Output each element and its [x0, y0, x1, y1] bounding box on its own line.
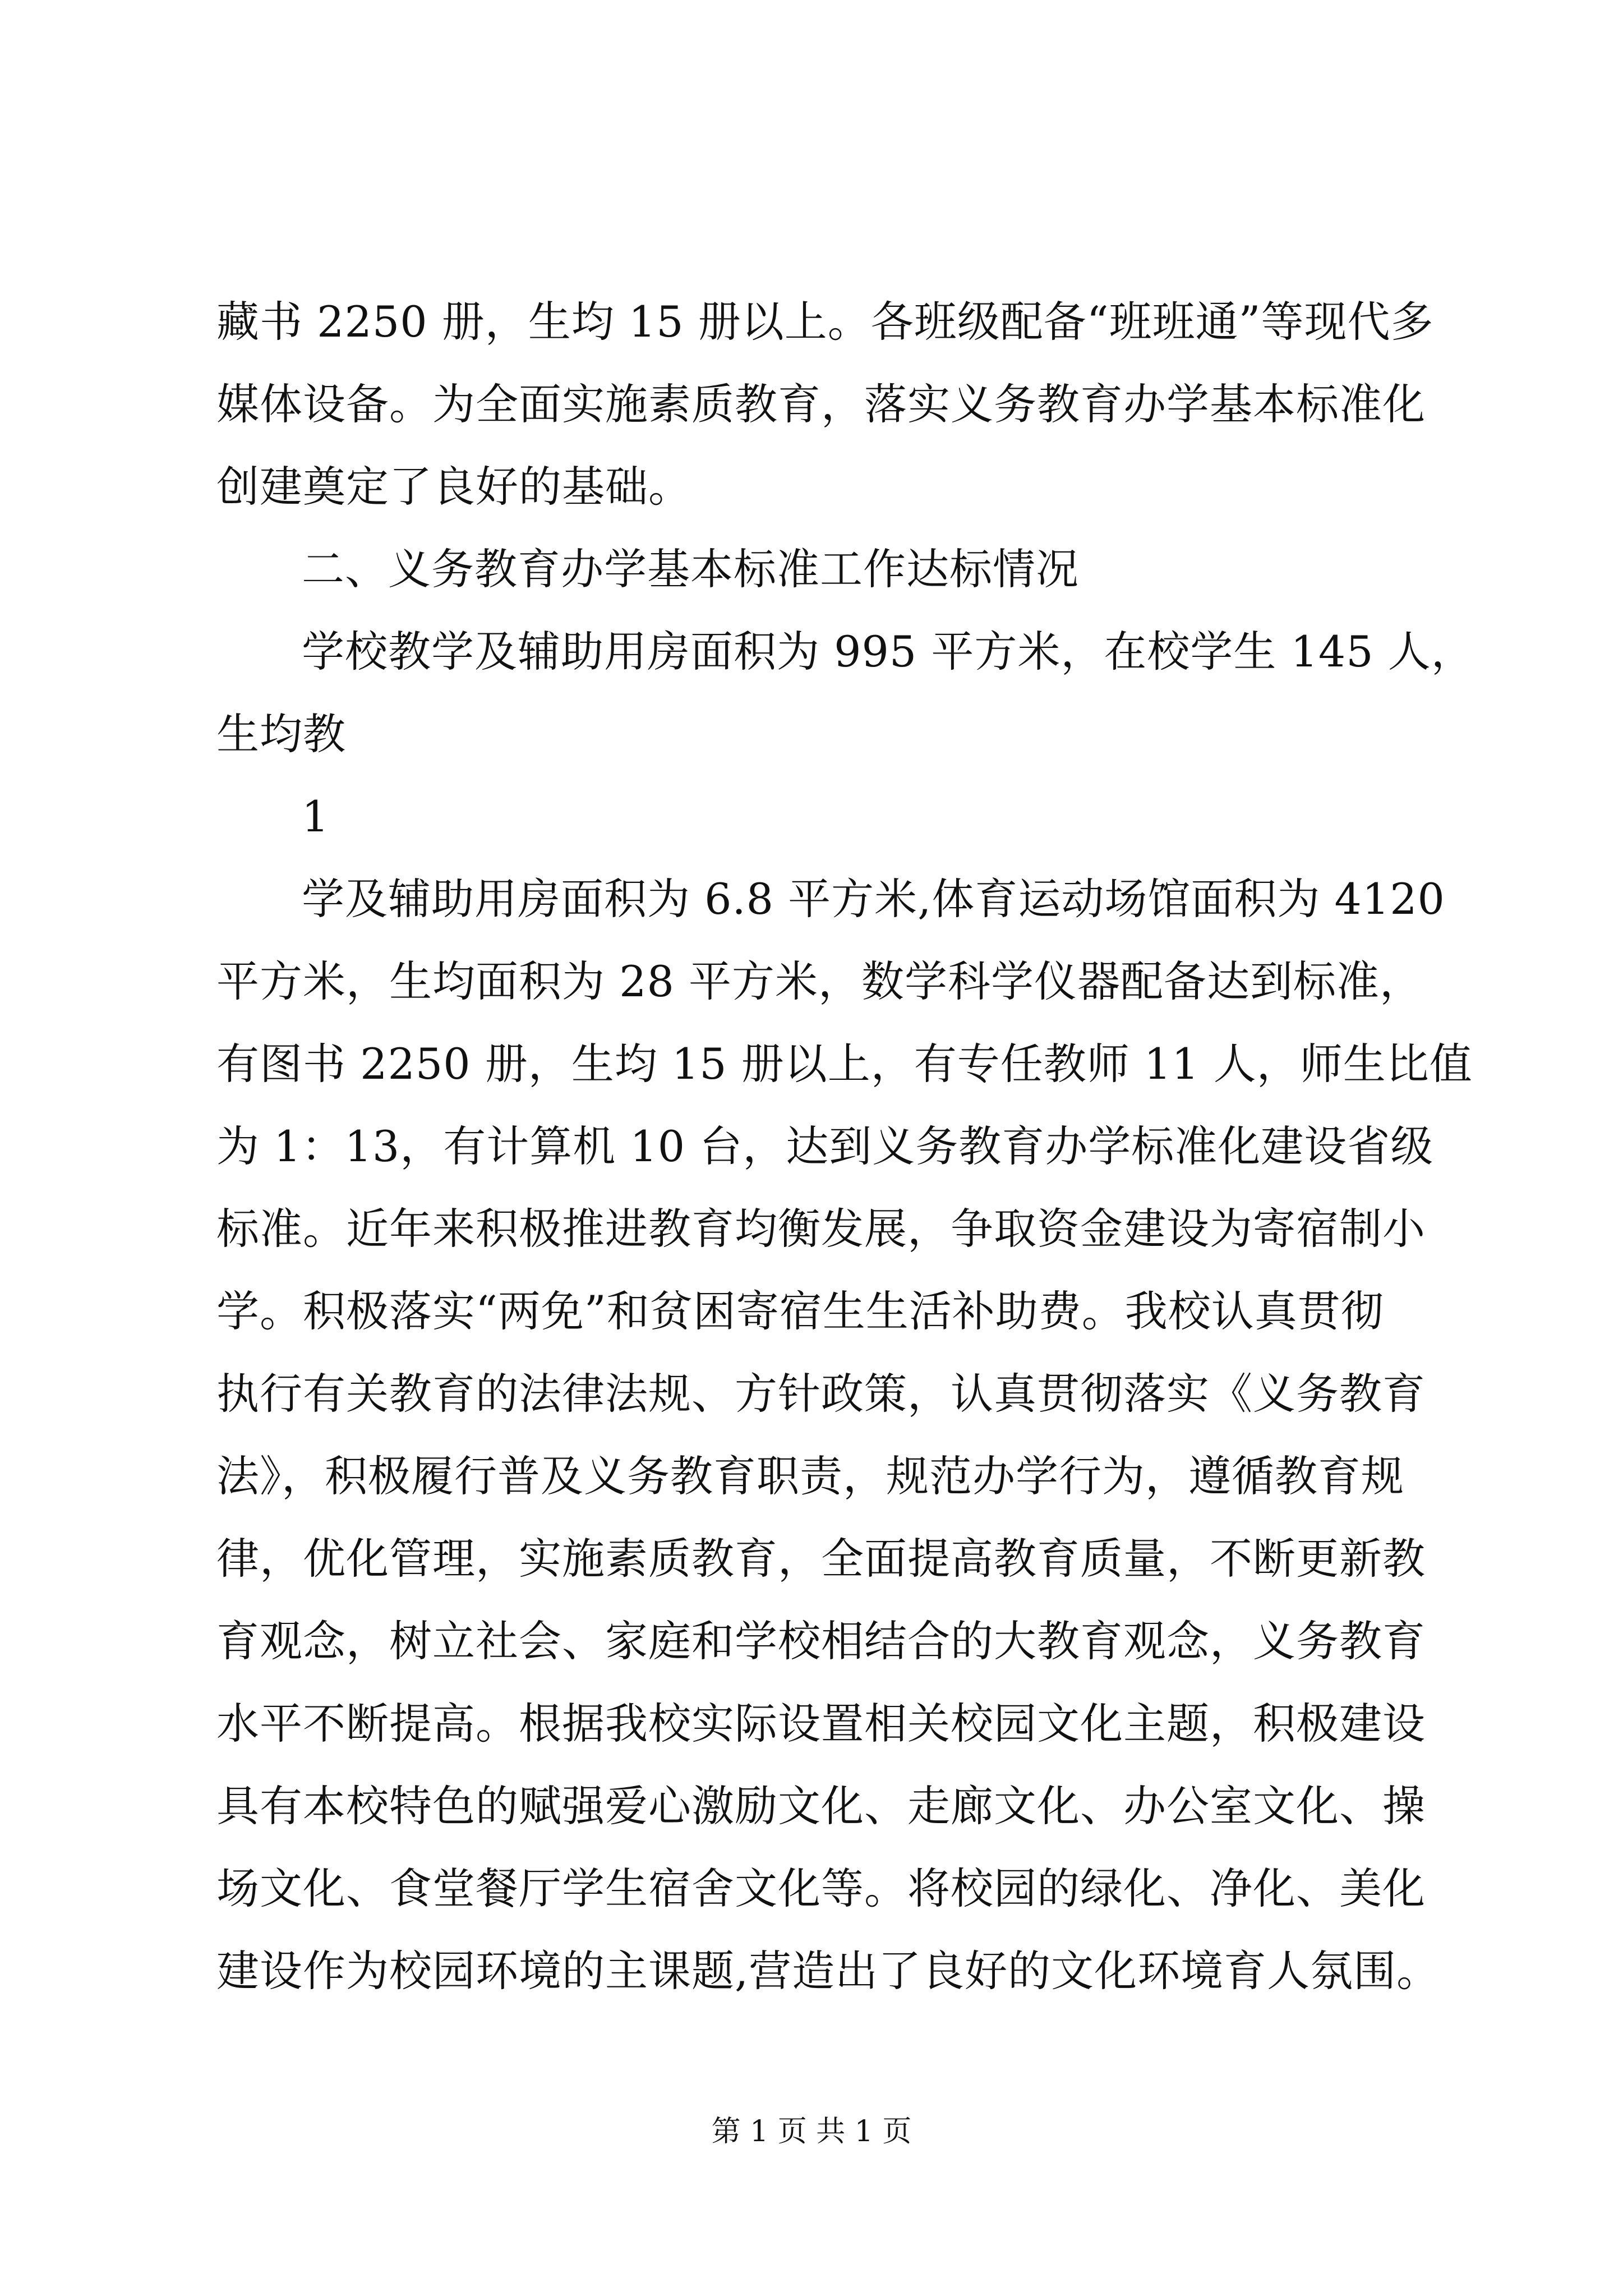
text-line: 具有本校特色的赋强爱心激励文化、走廊文化、办公室文化、操: [216, 1781, 1426, 1831]
document-body: [216, 280, 1474, 2012]
text-line: 标准。近年来积极推进教育均衡发展，争取资金建设为寄宿制小: [216, 1204, 1426, 1254]
text-line: 执行有关教育的法律法规、方针政策，认真贯彻落实《义务教育: [216, 1369, 1426, 1419]
text-line: 学校教学及辅助用房面积为 995 平方米，在校学生 145 人，: [302, 627, 1474, 677]
text-line: 建设作为校园环境的主课题,营造出了良好的文化环境育人氛围。: [216, 1946, 1440, 1996]
text-line: 为 1：13，有计算机 10 台，达到义务教育办学标准化建设省级: [216, 1121, 1434, 1171]
text-line: 场文化、食堂餐厅学生宿舍文化等。将校园的绿化、净化、美化: [216, 1864, 1426, 1913]
text-line: 平方米，生均面积为 28 平方米，数学科学仪器配备达到标准，: [216, 956, 1423, 1006]
text-line: 律，优化管理，实施素质教育，全面提高教育质量，不断更新教: [216, 1534, 1426, 1584]
text-line: 有图书 2250 册，生均 15 册以上，有专任教师 11 人，师生比值: [216, 1039, 1473, 1089]
text-line: 法》，积极履行普及义务教育职责，规范办学行为，遵循教育规: [216, 1451, 1404, 1501]
text-line: 创建奠定了良好的基础。: [216, 462, 691, 512]
section-heading: 二、义务教育办学基本标准工作达标情况: [302, 544, 1079, 594]
text-line: 水平不断提高。根据我校实际设置相关校园文化主题，积极建设: [216, 1699, 1426, 1749]
text-line: 学。积极落实“两免”和贫困寄宿生生活补助费。我校认真贯彻: [216, 1286, 1384, 1336]
text-line: 生均教: [216, 709, 346, 759]
text-line: 媒体设备。为全面实施素质教育，落实义务教育办学基本标准化: [216, 379, 1426, 429]
text-line: 学及辅助用房面积为 6.8 平方米,体育运动场馆面积为 4120: [302, 874, 1445, 924]
page-footer: 第 1 页 共 1 页: [711, 2115, 912, 2148]
page-number-inline: 1: [302, 792, 330, 841]
text-line: 育观念，树立社会、家庭和学校相结合的大教育观念，义务教育: [216, 1616, 1426, 1666]
text-line: 藏书 2250 册，生均 15 册以上。各班级配备“班班通”等现代多: [216, 297, 1434, 347]
